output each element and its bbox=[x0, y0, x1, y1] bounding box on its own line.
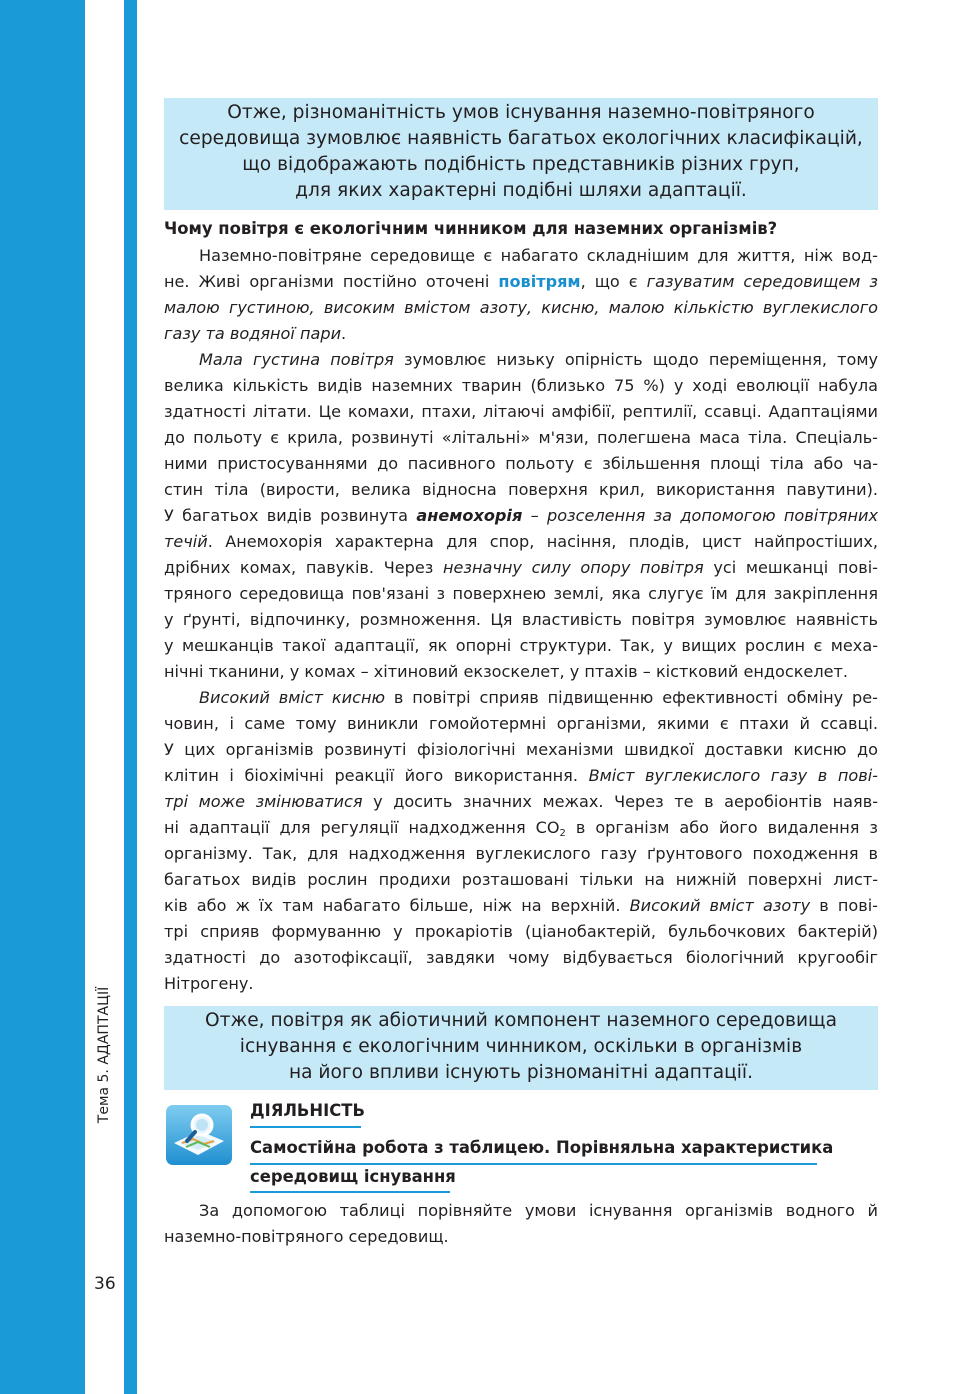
summary-box-bottom bbox=[164, 1006, 878, 1090]
activity-subtitle: середовищ існування bbox=[250, 1167, 456, 1186]
text-line: ні адаптації для регуляції надходження $CO_2$ в організм або його видалення з bbox=[164, 818, 878, 839]
text-line: трі може змінюватися у досить значних межах. Через те в аеробіонтів наяв- bbox=[164, 792, 878, 811]
text-line: до польоту є крила, розвинуті «літальні» м'язи, полегшена маса тіла. Спеціаль- bbox=[164, 428, 878, 447]
paragraph-1 bbox=[164, 243, 878, 347]
sidebar-strip bbox=[0, 0, 85, 1394]
sidebar-gap bbox=[85, 0, 124, 1394]
text-line: Наземно-повітряне середовище є набагато складнішим для життя, ніж вод- bbox=[199, 246, 878, 265]
summary-line: на його впливи існують різноманітні адаптації. bbox=[288, 1062, 754, 1083]
term-highlight: повітрям bbox=[498, 272, 581, 291]
term-anemochory: анемохорія bbox=[416, 506, 523, 525]
text-line: течій. Анемохорія характерна для спор, насіння, плодів, цист найпростіших, bbox=[164, 532, 878, 551]
text-line: здатності літати. Це комахи, птахи, літаючі амфібії, рептилії, ссавці. Адаптаціями bbox=[164, 402, 878, 421]
summary-line: середовища зумовлює наявність багатьох екологічних класифікацій, bbox=[179, 128, 863, 149]
text-line: клітин і біохімічні реакції його використання. Вміст вуглекислого газу в пові- bbox=[164, 766, 878, 785]
text-line: Нітрогену. bbox=[164, 974, 254, 993]
text-line: не. Живі організми постійно оточені повітрям, що є газуватим середовищем з bbox=[164, 272, 878, 291]
text-line: Високий вміст кисню в повітрі сприяв підвищенню ефективності обміну ре- bbox=[199, 688, 878, 707]
text-line: тряного середовища пов'язані з поверхнею землі, яка слугує їм для закріплення bbox=[164, 584, 878, 603]
text-line: У багатьох видів розвинута анемохорія – розселення за допомогою повітряних bbox=[164, 506, 878, 525]
text-line: У цих організмів розвинуті фізіологічні механізми швидкої доставки кисню до bbox=[164, 740, 878, 759]
task-paragraph bbox=[164, 1198, 878, 1250]
paragraph-3 bbox=[164, 685, 878, 997]
text-line: нічні тканини, у комах – хітиновий екзоскелет, у птахів – кістковий ендоскелет. bbox=[164, 662, 848, 681]
text-line: багатьох видів рослин продихи розташовані тільки на нижній поверхні лист- bbox=[164, 870, 878, 889]
text-line: За допомогою таблиці порівняйте умови існування організмів водного й bbox=[199, 1201, 878, 1220]
activity-title: ДІЯЛЬНІСТЬ bbox=[250, 1101, 365, 1120]
summary-line: існування є екологічним чинником, оскільки в організмів bbox=[239, 1036, 803, 1057]
map-magnifier-icon bbox=[166, 1105, 232, 1165]
text-line: організму. Так, для надходження вуглекислого газу ґрунтового походження в bbox=[164, 844, 878, 863]
summary-line: Отже, повітря як абіотичний компонент наземного середовища bbox=[205, 1010, 837, 1031]
activity-subtitle-underline bbox=[250, 1163, 817, 1165]
text-line: наземно-повітряного середовищ. bbox=[164, 1227, 449, 1246]
paragraph-2 bbox=[164, 347, 878, 685]
summary-line: що відображають подібність представників різних груп, bbox=[242, 154, 800, 175]
text-line: у мешканців такої адаптації, як опорні структури. Так, у вищих рослин є меха- bbox=[164, 636, 878, 655]
text-line: стин тіла (вирости, велика відносна поверхня крил, використання павутини). bbox=[164, 480, 878, 499]
text-line: ними пристосуваннями до пасивного польоту є збільшення площі тіла або ча- bbox=[164, 454, 878, 473]
text-line: ків або ж їх там набагато більше, ніж на верхній. Високий вміст азоту в пові- bbox=[164, 896, 878, 915]
text-line: трі сприяв формуванню у прокаріотів (ціанобактерій, бульбочкових бактерій) bbox=[164, 922, 878, 941]
text-line: човин, і саме тому виникли гомойотермні організми, якими є птахи й ссавці. bbox=[164, 714, 878, 733]
summary-box-top bbox=[164, 98, 878, 210]
summary-line: Отже, різноманітність умов існування наземно-повітряного bbox=[227, 102, 815, 123]
text-line: у ґрунті, відпочинку, розмноження. Ця властивість повітря зумовлює наявність bbox=[164, 610, 878, 629]
summary-line: для яких характерні подібні шляхи адаптації. bbox=[295, 180, 747, 201]
chapter-title: Тема 5. АДАПТАЦІЇ bbox=[96, 986, 112, 1124]
text-line: велика кількість видів наземних тварин (близько 75 %) у ході еволюції набула bbox=[164, 376, 878, 395]
text-line: здатності до азотофіксації, завдяки чому відбувається біологічний кругообіг bbox=[164, 948, 878, 967]
activity-subtitle-underline bbox=[250, 1191, 450, 1193]
text-line: малою густиною, високим вмістом азоту, кисню, малою кількістю вуглекислого bbox=[164, 298, 878, 317]
sidebar-line bbox=[124, 0, 137, 1394]
text-line: дрібних комах, павуків. Через незначну силу опору повітря усі мешканці пові- bbox=[164, 558, 878, 577]
activity-subtitle: Самостійна робота з таблицею. Порівняльна характеристика bbox=[250, 1138, 834, 1157]
activity-title-underline bbox=[250, 1126, 361, 1128]
section-heading: Чому повітря є екологічним чинником для наземних організмів? bbox=[164, 219, 778, 238]
text-line: Мала густина повітря зумовлює низьку опірність щодо переміщення, тому bbox=[199, 350, 878, 369]
page-number: 36 bbox=[94, 1274, 116, 1294]
text-line: газу та водяної пари. bbox=[164, 324, 347, 343]
